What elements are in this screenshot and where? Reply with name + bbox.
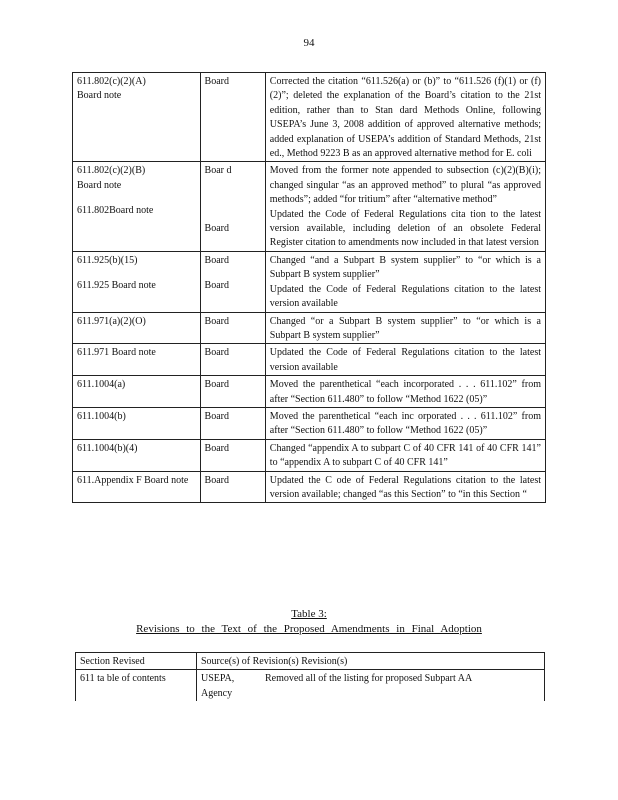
- table-caption-number: Table 3:: [291, 608, 327, 620]
- section-cell: 611.802(c)(2)(A) Board note: [73, 73, 201, 162]
- table-row: [73, 73, 546, 162]
- source-cell: Board: [200, 344, 265, 376]
- revision-cell: Changed “appendix A to subpart C of 40 CFR 141 of 40 CFR 141” to “appendix A to subpart C of 40 CFR 141”: [265, 439, 545, 471]
- revision-cell: Changed “or a Subpart B system supplier” to “or which is a Subpart B system supplier”: [265, 312, 545, 344]
- section-cell: 611.971(a)(2)(O): [73, 312, 201, 344]
- source-cell: Board Board: [200, 251, 265, 312]
- source-cell: Board: [200, 312, 265, 344]
- page-number: 94: [303, 37, 315, 49]
- revision-cell: Updated the C ode of Federal Regulations citation to the latest version available; changed “as this Section” to “in this Section “: [265, 471, 545, 503]
- section-cell: 611 ta ble of contents: [76, 670, 197, 701]
- table-caption-title: Revisions to the Text of the Proposed Amendments in Final Adoption: [136, 623, 482, 635]
- section-cell: 611.802(c)(2)(B) Board note 611.802Board note: [73, 162, 201, 251]
- table-row: [73, 407, 546, 439]
- revisions-table-3: [75, 652, 545, 701]
- source-cell: Board: [200, 439, 265, 471]
- revision-cell: Corrected the citation “611.526(a) or (b)” to “611.526 (f)(1) or (f)(2)”; deleted the explanation of the Board’s citation to the 21st edition, rather than to Stan dard Methods Online, following USEPA’s June 3, 2008 addition of approved alternative methods; added explanation of USEPA’s addition of Standard Methods, 21st ed., Method 9223 B as an approved alternative method for E. coli: [265, 73, 545, 162]
- section-cell: 611.925(b)(15) 611.925 Board note: [73, 251, 201, 312]
- revision-cell: Changed “and a Subpart B system supplier” to “or which is a Subpart B system supplier” Updated the Code of Federal Regulations citation to the latest version available: [265, 251, 545, 312]
- revision-cell: Updated the Code of Federal Regulations citation to the latest version available: [265, 344, 545, 376]
- column-header-section: Section Revised: [76, 653, 197, 670]
- revision-cell: Moved the parenthetical “each incorporated . . . 611.102” from after “Section 611.480” to follow “Method 1622 (05)”: [265, 376, 545, 408]
- section-cell: 611.1004(a): [73, 376, 201, 408]
- table-row: [73, 162, 546, 251]
- source-cell: Boar d Board: [200, 162, 265, 251]
- revisions-table-continued: [72, 72, 546, 503]
- table-row: [73, 344, 546, 376]
- section-cell: 611.1004(b)(4): [73, 439, 201, 471]
- table-row: [73, 251, 546, 312]
- source-cell: Board: [200, 73, 265, 162]
- source-revision-cell: [196, 670, 544, 701]
- revision-cell: Moved from the former note appended to subsection (c)(2)(B)(i); changed singular “as an approved method” to plural “as approved methods”; added “for tritium” after “alternative method” Updated the Code of Federal Regulations cita tion to the latest version available, including deletion of an obsolete Federal Register citation to amendments now included in that latest version: [265, 162, 545, 251]
- table-header-row: [76, 653, 545, 670]
- source-cell: Board: [200, 407, 265, 439]
- table-row: [73, 312, 546, 344]
- table-row: [76, 670, 545, 701]
- source-text: USEPA, Agency: [200, 673, 235, 699]
- table-row: [73, 439, 546, 471]
- table-row: [73, 471, 546, 503]
- section-cell: 611.1004(b): [73, 407, 201, 439]
- table-row: [73, 376, 546, 408]
- revision-cell: Moved the parenthetical “each inc orporated . . . 611.102” from after “Section 611.480” to follow “Method 1622 (05)”: [265, 407, 545, 439]
- source-cell: Board: [200, 376, 265, 408]
- section-cell: 611.Appendix F Board note: [73, 471, 201, 503]
- revision-text: Removed all of the listing for proposed Subpart AA: [264, 673, 473, 685]
- section-cell: 611.971 Board note: [73, 344, 201, 376]
- column-header-source-revision: Source(s) of Revision(s) Revision(s): [196, 653, 544, 670]
- source-cell: Board: [200, 471, 265, 503]
